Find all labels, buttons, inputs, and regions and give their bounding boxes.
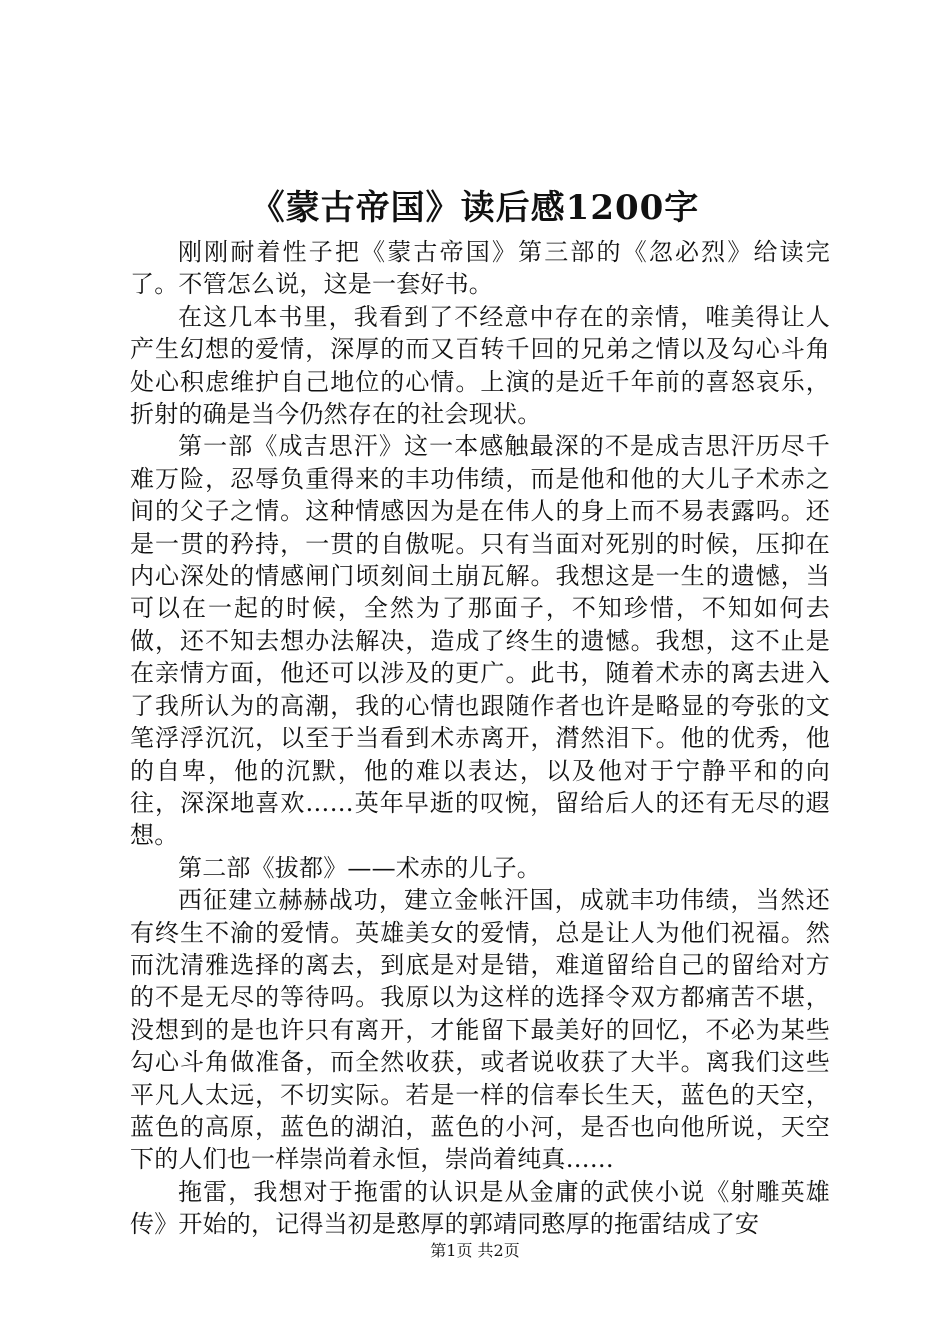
document-body [130,236,830,1241]
paragraph-tolui: 拖雷，我想对于拖雷的认识是从金庸的武侠小说《射雕英雄传》开始的，记得当初是憨厚的郭靖同憨厚的拖雷结成了安 [130,1177,830,1239]
page-number: 第1页 共2页 [430,1241,520,1260]
paragraph-intro: 刚刚耐着性子把《蒙古帝国》第三部的《忽必烈》给读完了。不管怎么说，这是一套好书。 [130,238,830,299]
paragraph-part-two-heading: 第二部《拔都》——术赤的儿子。 [178,853,541,882]
paragraph-part-one: 第一部《成吉思汗》这一本感触最深的不是成吉思汗历尽千难万险，忍辱负重得来的丰功伟绩，而是他和他的大儿子术赤之间的父子之情。这种情感因为是在伟人的身上而不易表露吗。还是一贯的矜持，一贯的自傲呢。只有当面对死别的时候，压抑在内心深处的情感闸门顷刻间土崩瓦解。我想这是一生的遗憾，当可以在一起的时候，全然为了那面子，不知珍惜，不知如何去做，还不知去想办法解决，造成了终生的遗憾。我想，这不止是在亲情方面，他还可以涉及的更广。此书，随着术赤的离去进入了我所认为的高潮，我的心情也跟随作者也许是略显的夸张的文笔浮浮沉沉，以至于当看到术赤离开，潸然泪下。他的优秀，他的自卑，他的沉默，他的难以表达，以及他对于宁静平和的向往，深深地喜欢……英年早逝的叹惋，留给后人的还有无尽的遐想。 [130,432,830,850]
document-title: 《蒙古帝国》读后感1200字 [250,188,700,228]
paragraph-feelings: 在这几本书里，我看到了不经意中存在的亲情，唯美得让人产生幻想的爱情，深厚的而又百转千回的兄弟之情以及勾心斗角处心积虑维护自己地位的心情。上演的是近千年前的喜怒哀乐，折射的确是当今仍然存在的社会现状。 [130,302,830,429]
paragraph-part-two: 西征建立赫赫战功，建立金帐汗国，成就丰功伟绩，当然还有终生不渝的爱情。英雄美女的爱情，总是让人为他们祝福。然而沈清雅选择的离去，到底是对是错，难道留给自己的留给对方的不是无尽的等待吗。我原以为这样的选择令双方都痛苦不堪，没想到的是也许只有离开，才能留下最美好的回忆，不必为某些勾心斗角做准备，而全然收获，或者说收获了大半。离我们这些平凡人太远，不切实际。若是一样的信奉长生天，蓝色的天空，蓝色的高原，蓝色的湖泊，蓝色的小河，是否也向他所说，天空下的人们也一样崇尚着永恒，崇尚着纯真…… [130,886,830,1174]
